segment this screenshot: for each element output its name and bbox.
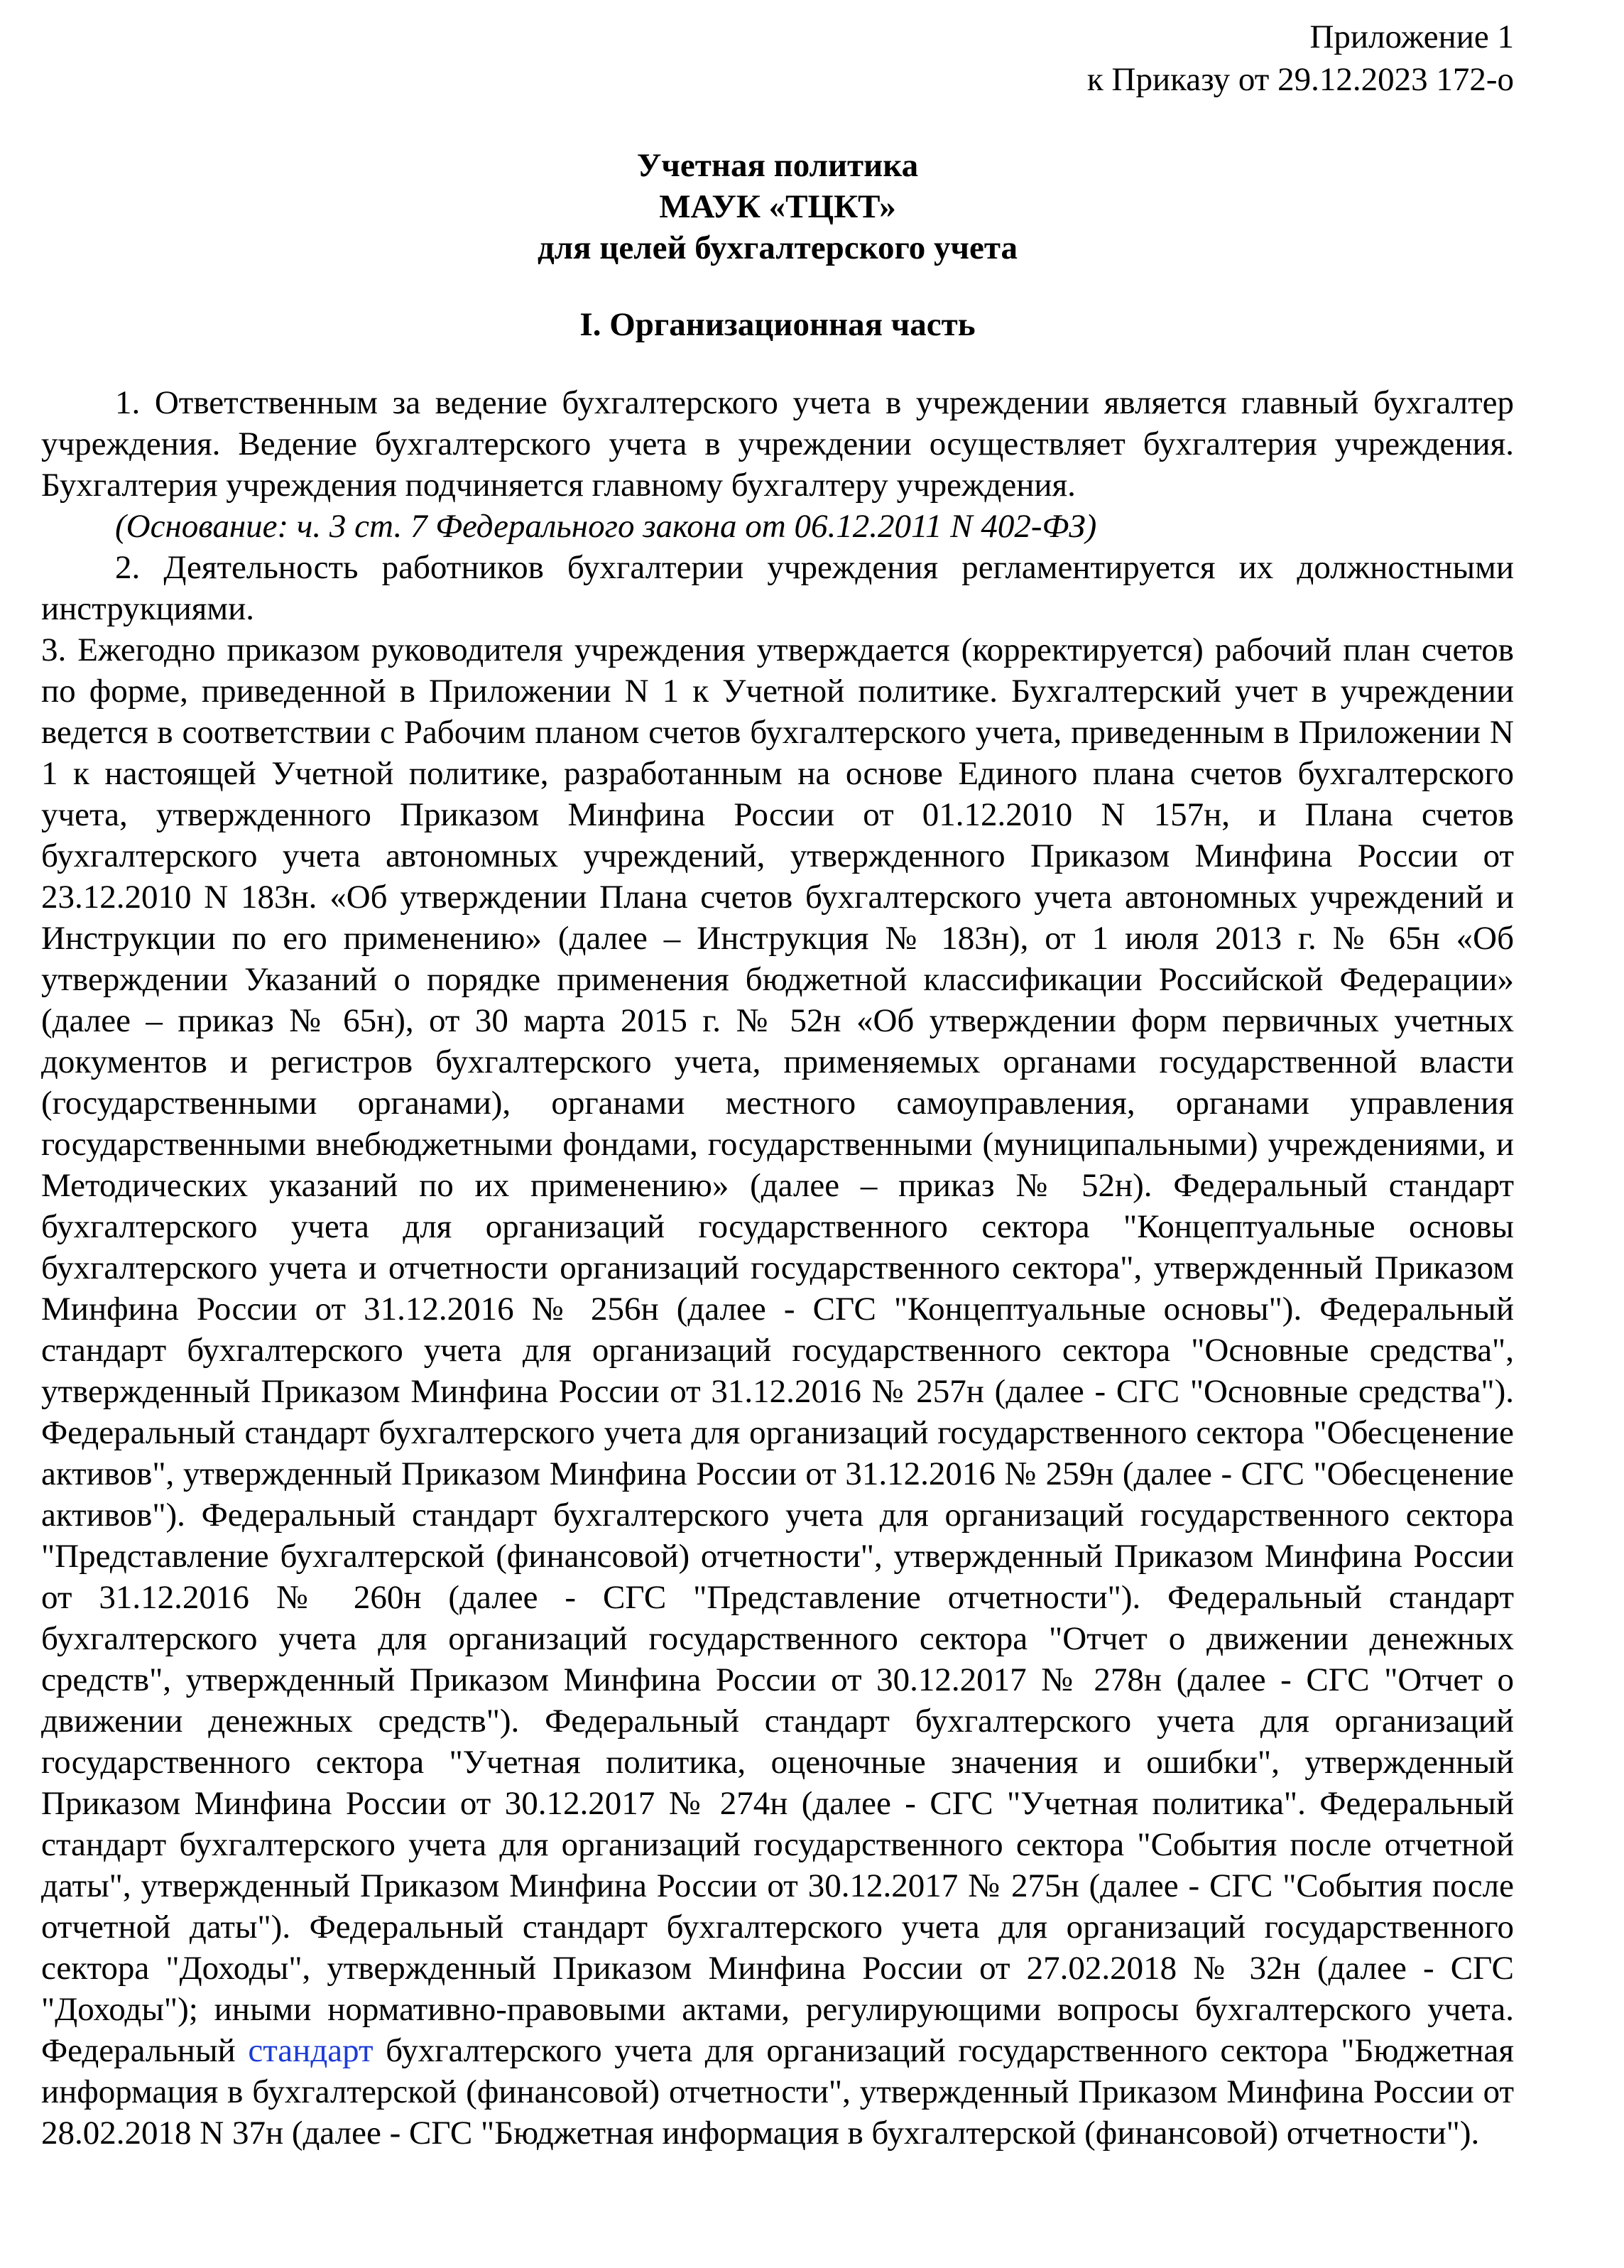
document-page: [41, 16, 1514, 2154]
title-line-policy: Учетная политика: [636, 147, 919, 184]
appendix-number: Приложение 1: [1309, 18, 1514, 55]
document-title: [41, 145, 1514, 268]
paragraph-1: 1. Ответственным за ведение бухгалтерского учета в учреждении является главный бухгалтер учреждения. Ведение бухгалтерского учета в учреждении осуществляет бухгалтерия учреждения. Бухгалтерия учреждения подчиняется главному бухгалтеру учреждения.: [41, 384, 1514, 504]
title-line-organization: МАУК «ТЦКТ»: [659, 188, 896, 225]
appendix-order-reference: к Приказу от 29.12.2023 172-о: [1086, 61, 1514, 98]
section-title: I. Организационная часть: [579, 306, 976, 343]
appendix-header: [41, 16, 1514, 101]
document-body: [41, 382, 1514, 2154]
paragraph-basis: (Основание: ч. 3 ст. 7 Федерального закона от 06.12.2011 N 402-ФЗ): [115, 508, 1097, 545]
paragraph-2: 2. Деятельность работников бухгалтерии учреждения регламентируется их должностными инструкциями.: [41, 549, 1514, 627]
paragraph-3: [41, 629, 1514, 2154]
standard-link[interactable]: стандарт: [248, 2032, 374, 2069]
paragraph-3-text-after-link: бухгалтерского учета для организаций государственного сектора "Бюджетная информация в бухгалтерской (финансовой) отчетности", утвержденный Приказом Минфина России от 28.02.2018 N 37н (далее - СГС "Бюджетная информация в бухгалтерской (финансовой) отчетности").: [41, 2032, 1515, 2152]
paragraph-3-text-before-link: 3. Ежегодно приказом руководителя учреждения утверждается (корректируется) рабочий план счетов по форме, приведенной в Приложении N 1 к Учетной политике. Бухгалтерский учет в учреждении ведется в соответствии с Рабочим планом счетов бухгалтерского учета, приведенным в Приложении N 1 к настоящей Учетной политике, разработанным на основе Единого плана счетов бухгалтерского учета, утвержденного Приказом Минфина России от 01.12.2010 N 157н, и Плана счетов бухгалтерского учета автономных учреждений, утвержденного Приказом Минфина России от 23.12.2010 N 183н. «Об утверждении Плана счетов бухгалтерского учета автономных учреждений и Инструкции по его применению» (далее – Инструкция № 183н), от 1 июля 2013 г. № 65н «Об утверждении Указаний о порядке применения бюджетной классификации Российской Федерации» (далее – приказ № 65н), от 30 марта 2015 г. № 52н «Об утверждении форм первичных учетных документов и регистров бухгалтерского учета, применяемых органами государственной власти (государственными органами), органами местного самоуправления, органами управления государственными внебюджетными фондами, государственными (муниципальными) учреждениями, и Методических указаний по их применению» (далее – приказ № 52н). Федеральный стандарт бухгалтерского учета для организаций государственного сектора "Концептуальные основы бухгалтерского учета и отчетности организаций государственного сектора", утвержденный Приказом Минфина России от 31.12.2016 № 256н (далее - СГС "Концептуальные основы"). Федеральный стандарт бухгалтерского учета для организаций государственного сектора "Основные средства", утвержденный Приказом Минфина России от 31.12.2016 № 257н (далее - СГС "Основные средства"). Федеральный стандарт бухгалтерского учета для организаций государственного сектора "Обесценение активов", утвержденный Приказом Минфина России от 31.12.2016 № 259н (далее - СГС "Обесценение активов"). Федеральный стандарт бухгалтерского учета для организаций государственного сектора "Представление бухгалтерской (финансовой) отчетности", утвержденный Приказом Минфина России от 31.12.2016 № 260н (далее - СГС "Представление отчетности"). Федеральный стандарт бухгалтерского учета для организаций государственного сектора "Отчет о движении денежных средств", утвержденный Приказом Минфина России от 30.12.2017 № 278н (далее - СГС "Отчет о движении денежных средств"). Федеральный стандарт бухгалтерского учета для организаций государственного сектора "Учетная политика, оценочные значения и ошибки", утвержденный Приказом Минфина России от 30.12.2017 № 274н (далее - СГС "Учетная политика". Федеральный стандарт бухгалтерского учета для организаций государственного сектора "События после отчетной даты", утвержденный Приказом Минфина России от 30.12.2017 № 275н (далее - СГС "События после отчетной даты"). Федеральный стандарт бухгалтерского учета для организаций государственного сектора "Доходы", утвержденный Приказом Минфина России от 27.02.2018 № 32н (далее - СГС "Доходы"); иными нормативно-правовыми актами, регулирующими вопросы бухгалтерского учета. Федеральный: [41, 631, 1514, 2069]
title-line-purpose: для целей бухгалтерского учета: [537, 229, 1018, 266]
